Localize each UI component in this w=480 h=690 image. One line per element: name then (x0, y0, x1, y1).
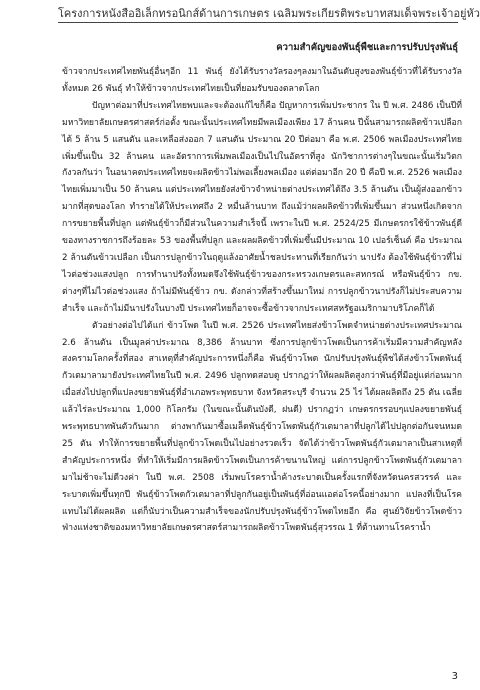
header-divider (58, 22, 458, 23)
section-title: ความสำคัญของพันธุ์พืชและการปรับปรุงพันธุ์ (276, 42, 458, 53)
paragraph: ตัวอย่างต่อไปได้แก่ ข้าวโพด ในปี พ.ศ. 2526 ประเทศไทยส่งข้าวโพดจำหน่ายต่างประเทศประมาณ 2.6 ล้านตัน เป็นมูลค่าประมาณ 8,386 ล้านบาท ซึ่งการปลูกข้าวโพดเป็นการค้าเริ่มมีความสำคัญหลังสงครามโลกครั้งที่สอง สาเหตุที่สำคัญประการหนึ่งก็คือ พันธุ์ข้าวโพด นักปรับปรุงพันธุ์พืชได้ส่งข้าวโพดพันธุ์กัวเตมาลามายังประเทศไทยในปี พ.ศ. 2496 ปลูกทดสอบดู ปรากฏว่าให้ผลผลิตสูงกว่าพันธุ์ที่มีอยู่แต่ก่อนมาก เมื่อส่งไปปลูกที่แปลงขยายพันธุ์ที่อำเภอพระพุทธบาท จังหวัดสระบุรี จำนวน 25 ไร่ ได้ผลผลิตถึง 25 ตัน เฉลี่ยแล้วไร่ละประมาณ 1,000 กิโลกรัม (ในขณะนั้นดินบังดี, ฝนดี) ปรากฏว่า เกษตรกรรอบๆแปลงขยายพันธุ์พระพุทธบาทพันตัวกันมาก ต่างพากันมาซื้อเมล็ดพันธุ์ข้าวโพดพันธุ์กัวเตมาลาที่ปลูกได้ไปปลูกต่อกันจนหมด 25 ตัน ทำให้การขยายพื้นที่ปลูกข้าวโพดเป็นไปอย่างรวดเร็ว จัดได้ว่าข้าวโพดพันธุ์กัวเตมาลาเป็นสาเหตุที่สำคัญประการหนึ่ง ที่ทำให้เริ่มมีการผลิตข้าวโพดเป็นการค้าขนานใหญ่ แต่การปลูกข้าวโพดพันธุ์กัวเตมาลามาไม่ช้าจะไม่ดีวงค่า ในปี พ.ศ. 2508 เริ่มพบโรคราน้ำค้างระบาดเป็นครั้งแรกที่จังหวัดนครสวรรค์ และระบาดเพิ่มขึ้นทุกปี พันธุ์ข้าวโพดกัวเตมาลาที่ปลูกกันอยู่เป็นพันธุ์ที่อ่อนแอต่อโรคนี้อย่างมาก แปลงที่เป็นโรคแทบไม่ได้ผลผลิต แต่ก็นับว่าเป็นความสำเร็จของนักปรับปรุงพันธุ์ข้าวโพดไทยอีก คือ ศูนย์วิจัยข้าวโพดข้าวฟ่างแห่งชาติของมหาวิทยาลัยเกษตรศาสตร์สามารถผลิตข้าวโพดพันธุ์สุวรรณ 1 ที่ต้านทานโรคราน้ำ (62, 320, 462, 534)
paragraph: ข้าวจากประเทศไทยพันธุ์อื่นๆอีก 11 พันธุ์ ยังได้รับรางวัลรองๆลงมาในอันดับสูงของพันธุ์ข้าวที่ได้รับรางวัลทั้งหมด 26 พันธุ์ ทำให้ข้าวจากประเทศไทยเป็นที่ยอมรับของตลาดโลก (62, 67, 462, 94)
paragraph: ปัญหาต่อมาที่ประเทศไทยพบและจะต้องแก้ไขก็คือ ปัญหาการเพิ่มประชากร ใน ปี พ.ศ. 2486 เป็นปีที่มหาวิทยาลัยเกษตรศาสตร์ก่อตั้ง ขณะนั้นประเทศไทยมีพลเมืองเพียง 17 ล้านคน ปีนั้นสามารถผลิตข้าวเปลือกได้ 5 ล้าน 5 แสนตัน และเหลือส่งออก 7 แสนตัน ประมาณ 20 ปีต่อมา คือ พ.ศ. 2506 พลเมืองประเทศไทยเพิ่มขึ้นเป็น 32 ล้านคน และอัตราการเพิ่มพลเมืองเป็นไปในอัตราที่สูง นักวิชาการต่างๆในขณะนั้นเริ่มวิตกกังวลกันว่า ในอนาคตประเทศไทยจะผลิตข้าวไม่พอเลี้ยงพลเมือง แต่ต่อมาอีก 20 ปี คือปี พ.ศ. 2526 พลเมืองไทยเพิ่มมาเป็น 50 ล้านคน แต่ประเทศไทยยังส่งข้าวจำหน่ายต่างประเทศได้ถึง 3.5 ล้านตัน เป็นผู้ส่งออกข้าวมากที่สุดของโลก ทำรายได้ให้ประเทศถึง 2 หมื่นล้านบาท ถึงแม้ว่าผลผลิตข้าวที่เพิ่มขึ้นมา ส่วนหนึ่งเกิดจากการขยายพื้นที่ปลูก แต่พันธุ์ข้าวก็มีส่วนในความสำเร็จนี้ เพราะในปี พ.ศ. 2524/25 มีเกษตรกรใช้ข้าวพันธุ์ดีของทางราชการถึงร้อยละ 53 ของพื้นที่ปลูก และผลผลิตข้าวที่เพิ่มขึ้นมีประมาณ 10 เปอร์เซ็นต์ คือ ประมาณ 2 ล้านตันข้าวเปลือก เป็นการปลูกข้าวในฤดูแล้งอาศัยน้ำชลประทานที่เรียกกันว่า นาปรัง ต้องใช้พันธุ์ข้าวที่ไม่ไวต่อช่วงแสงปลูก การทำนาปรังทั้งหมดจึงใช้พันธุ์ข้าวของกระทรวงเกษตรและสหกรณ์ หรือพันธุ์ข้าว กข. ต่างๆที่ไม่ไวต่อช่วงแสง ถ้าไม่มีพันธุ์ข้าว กข. ดังกล่าวที่สร้างขึ้นมาใหม่ การปลูกข้าวนาปรังก็ไม่ประสบความสำเร็จ และถ้าไม่มีนาปรังในบางปี ประเทศไทยก็อาจจะซื้อข้าวจากประเทศสหรัฐอเมริกามาบริโภคก็ได้ (62, 100, 462, 314)
running-header: โครงการหนังสืออิเล็กทรอนิกส์ด้านการเกษตร เฉลิมพระเกียรติพระบาทสมเด็จพระเจ้าอยู่หัว (58, 7, 480, 20)
body-text (62, 64, 462, 537)
page-number: 3 (451, 671, 458, 682)
